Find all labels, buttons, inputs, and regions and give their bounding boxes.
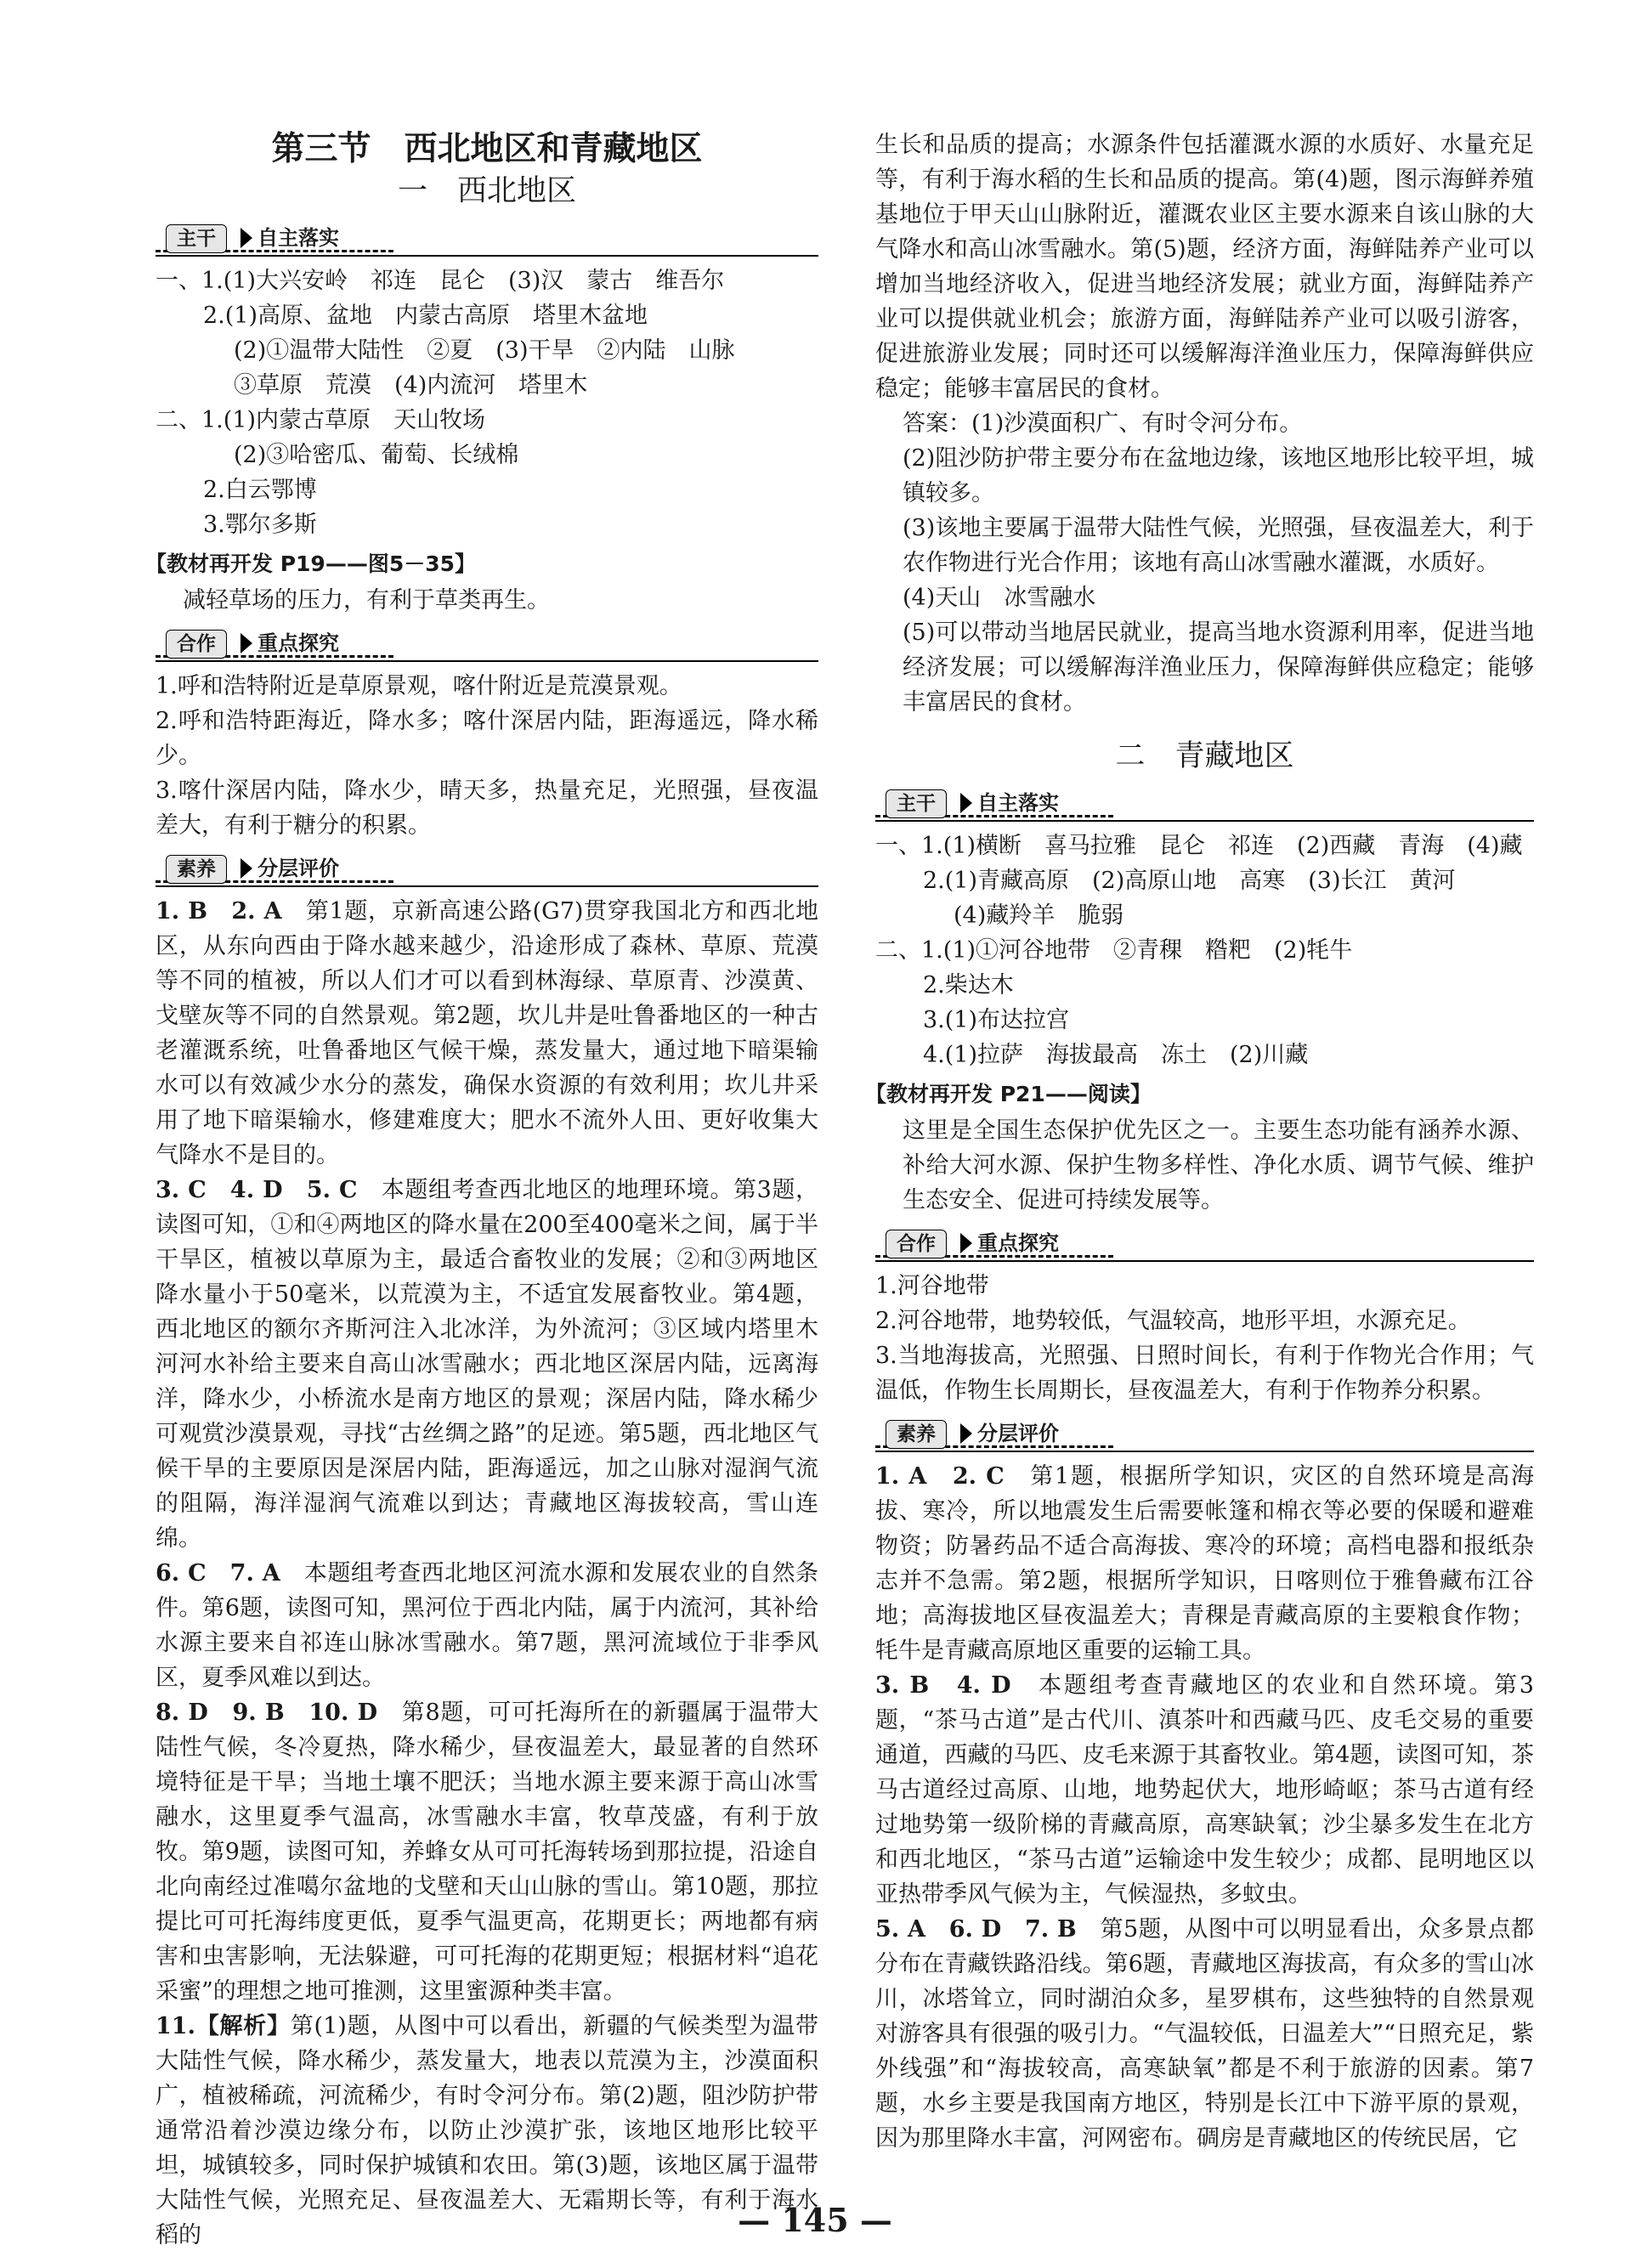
answer-line: 1.呼和浩特附近是草原景观，喀什附近是荒漠景观。 [156,673,682,699]
answer-key: 5. A 6. D 7. B [875,1916,1077,1943]
answer-line: 二、1.(1)内蒙古草原 天山牧场 [156,407,486,433]
answer-key: 3. B 4. D [875,1672,1011,1699]
continued-paragraph: 生长和品质的提高；水源条件包括灌溉水源的水质好、水量充足等，有利于海水稻的生长和品质的提高。第(4)题，图示海鲜养殖基地位于甲天山山脉附近，灌溉农业区主要水源来自该山脉的大气降水和高山冰雪融水。第(5)题，经济方面，海鲜陆养产业可以增加当地经济收入，促进当地经济发展；就业方面，海鲜陆养产业可以提供就业机会；旅游方面，海鲜陆养产业可以吸引游客，促进旅游业发展；同时还可以缓解海洋渔业压力，保障海鲜供应稳定；能够丰富居民的食材。 [875,132,1534,402]
arrow-icon [960,1233,972,1253]
answer-key: 11.【解析】 [156,2013,291,2039]
section-name: 分层评价 [977,1422,1059,1445]
answer-key: 8. D 9. B 10. D [156,1700,378,1726]
explanation-text: 本题组考查青藏地区的农业和自然环境。第3题，“茶马古道”是古代川、滇茶叶和西藏马匹、皮毛交易的重要通道，西藏的马匹、皮毛来源于其畜牧业。第4题，读图可知，茶马古道经过高原、山地，地势起伏大，地形崎岖；茶马古道有经过地势第一级阶梯的青藏高原，高寒缺氧；沙尘暴多发生在北方和西北地区，“茶马古道”运输途中发生较少；成都、昆明地区以亚热带季风气候为主，气候湿热，多蚊虫。 [875,1672,1534,1908]
section-header-fenceng [875,1417,1534,1452]
section-header-zhongdian [875,1226,1534,1262]
answer-key: 3. C 4. D 5. C [156,1177,358,1203]
explanation-text: 本题组考查西北地区的地理环境。第3题，读图可知，①和④两地区的降水量在200至400毫米之间，属于半干旱区，植被以草原为主，最适合畜牧业的发展；②和③两地区降水量小于50毫米，以荒漠为主，不适宜发展畜牧业。第4题，西北地区的额尔齐斯河注入北冰洋，为外流河；③区域内塔里木河河水补给主要来自高山冰雪融水；西北地区深居内陆，远离海洋，降水少，小桥流水是南方地区的景观；深居内陆，降水稀少可观赏沙漠景观，寻找“古丝绸之路”的足迹。第5题，西北地区气候干旱的主要原因是深居内陆，距海遥远，加之山脉对湿润气流的阻隔，海洋湿润气流难以到达；青藏地区海拔较高，雪山连绵。 [156,1177,818,1552]
answer-line: 2.呼和浩特距海近，降水多；喀什深居内陆，距海遥远，降水稀少。 [156,708,818,769]
explanation-paragraph [875,1912,1534,2156]
answer-line: 2.(1)青藏高原 (2)高原山地 高寒 (3)长江 黄河 [923,868,1456,894]
subtitle-northwest: 一 西北地区 [397,174,576,208]
arrow-icon [241,858,252,879]
answer-line: 答案：(1)沙漠面积广、有时令河分布。 [903,410,1303,437]
explanation-text: 第(1)题，从图中可以看出，新疆的气候类型为温带大陆性气候，降水稀少，蒸发量大，地表以荒漠为主，沙漠面积广，植被稀疏，河流稀少，有时令河分布。第(2)题，阻沙防护带通常沿着沙漠边缘分布，以防止沙漠扩张，该地区地形比较平坦，城镇较多，同时保护城镇和农田。第(3)题，该地区属于温带大陆性气候，光照充足、昼夜温差大、无霜期长等，有利于海水稻的 [156,2013,818,2248]
arrow-icon [960,1423,972,1444]
answer-line: 3.当地海拔高，光照强、日照时间长，有利于作物光合作用；气温低，作物生长周期长，昼夜温差大，有利于作物养分积累。 [875,1343,1534,1404]
answer-line: 3.(1)布达拉宫 [923,1007,1070,1033]
section-name: 自主落实 [258,226,339,250]
answer-line: 2.柴达木 [923,972,1014,998]
textbook-redevelop-text: 减轻草场的压力，有利于草类再生。 [183,587,550,614]
section-header-fenceng [156,851,818,887]
subtitle-qingzang: 二 青藏地区 [1115,739,1294,773]
textbook-redevelop-label: 【教材再开发 P21——阅读】 [865,1082,1152,1106]
explanation-paragraph [156,894,818,1173]
explanation-text: 第8题，可可托海所在的新疆属于温带大陆性气候，冬冷夏热，降水稀少，昼夜温差大，最显著的自然环境特征是干旱；当地土壤不肥沃；当地水源主要来源于高山冰雪融水，这里夏季气温高，冰雪融水丰富，牧草茂盛，有利于放牧。第9题，读图可知，养蜂女从可可托海转场到那拉提，沿途自北向南经过准噶尔盆地的戈壁和天山山脉的雪山。第10题，那拉提比可可托海纬度更低，夏季气温更高，花期更长；两地都有病害和虫害影响，无法躲避，可可托海的花期更短；根据材料“追花采蜜”的理想之地可推测，这里蜜源种类丰富。 [156,1700,818,2005]
answer-line: 1.河谷地带 [875,1273,989,1299]
page-number: — 145 — [738,2201,892,2239]
section-tag: 合作 [166,630,227,659]
answer-line: 3.鄂尔多斯 [203,512,317,538]
section-name: 重点探究 [258,631,339,655]
section-header-zizhu [875,786,1534,822]
explanation-paragraph [156,1695,818,2009]
answer-line: (4)藏羚羊 脆弱 [954,902,1124,929]
answer-line: (2)①温带大陆性 ②夏 (3)干旱 ②内陆 山脉 [234,337,735,364]
answer-key: 1. A 2. C [875,1463,1005,1490]
answer-line: 4.(1)拉萨 海拔最高 冻土 (2)川藏 [923,1042,1309,1068]
answer-line: (4)天山 冰雪融水 [903,585,1096,611]
answer-line: (5)可以带动当地居民就业，提高当地水资源利用率，促进当地经济发展；可以缓解海洋渔业压力，保障海鲜供应稳定；能够丰富居民的食材。 [903,619,1534,715]
right-column [865,127,1534,2156]
answer-line: 3.喀什深居内陆，降水少，晴天多，热量充足，光照强，昼夜温差大，有利于糖分的积累。 [156,778,818,839]
explanation-text: 第5题，从图中可以明显看出，众多景点都分布在青藏铁路沿线。第6题，青藏地区海拔高，有众多的雪山冰川，冰塔耸立，同时湖泊众多，星罗棋布，这些独特的自然景观对游客具有很强的吸引力。“气温较低，日温差大”“日照充足，紫外线强”和“海拔较高，高寒缺氧”都是不利于旅游的因素。第7题，水乡主要是我国南方地区，特别是长江中下游平原的景观，因为那里降水丰富，河网密布。碉房是青藏地区的传统民居，它 [875,1916,1534,2152]
answer-line: 2.(1)高原、盆地 内蒙古高原 塔里木盆地 [203,303,648,329]
section-tag: 合作 [886,1230,947,1258]
answer-line: (2)③哈密瓜、葡萄、长绒棉 [234,442,519,468]
section-tag: 素养 [166,855,227,884]
section-name: 自主落实 [977,791,1059,815]
explanation-paragraph [875,1668,1534,1912]
answer-line: (2)阻沙防护带主要分布在盆地边缘，该地区地形比较平坦，城镇较多。 [903,445,1534,506]
section-name: 分层评价 [258,857,339,880]
explanation-paragraph [875,1459,1534,1668]
arrow-icon [960,793,972,813]
explanation-paragraph [156,1173,818,1556]
explanation-text: 本题组考查西北地区河流水源和发展农业的自然条件。第6题，读图可知，黑河位于西北内陆，属于内流河，其补给水源主要来自祁连山脉冰雪融水。第7题，黑河流域位于非季风区，夏季风难以到达。 [156,1560,818,1691]
answer-line: (3)该地主要属于温带大陆性气候，光照强，昼夜温差大，利于农作物进行光合作用；该地有高山冰雪融水灌溉，水质好。 [903,515,1534,576]
answer-line: 一、1.(1)大兴安岭 祁连 昆仑 (3)汉 蒙古 维吾尔 [156,268,725,294]
section-header-zhongdian [156,626,818,662]
explanation-text: 第1题，根据所学知识，灾区的自然环境是高海拔、寒冷，所以地震发生后需要帐篷和棉衣等必要的保暖和避难物资；防暑药品不适合高海拔、寒冷的环境；高档电器和报纸杂志并不急需。第2题，根据所学知识，日喀则位于雅鲁藏布江谷地；高海拔地区昼夜温差大；青稞是青藏高原的主要粮食作物；牦牛是青藏高原地区重要的运输工具。 [875,1463,1534,1664]
section-tag: 主干 [166,224,227,253]
section-header-zizhu [156,221,818,257]
answer-line: 一、1.(1)横断 喜马拉雅 昆仑 祁连 (2)西藏 青海 (4)藏 [875,833,1523,859]
section-tag: 主干 [886,789,947,818]
textbook-redevelop-text: 这里是全国生态保护优先区之一。主要生态功能有涵养水源、补给大河水源、保护生物多样性、净化水质、调节气候、维护生态安全、促进可持续发展等。 [903,1117,1534,1213]
answer-line: 2.河谷地带，地势较低，气温较高，地形平坦，水源充足。 [875,1308,1471,1334]
section-name: 重点探究 [977,1231,1059,1255]
explanation-paragraph [156,1556,818,1695]
arrow-icon [241,633,252,653]
textbook-redevelop-label: 【教材再开发 P19——图5－35】 [145,551,477,576]
arrow-icon [241,228,252,248]
answer-key: 6. C 7. A [156,1560,280,1586]
section-tag: 素养 [886,1420,947,1449]
answer-key: 1. B 2. A [156,898,282,925]
answer-line: 2.白云鄂博 [203,477,317,503]
answer-line: ③草原 荒漠 (4)内流河 塔里木 [234,372,588,399]
answer-line: 二、1.(1)①河谷地带 ②青稞 糌粑 (2)牦牛 [875,937,1353,964]
explanation-text: 第1题，京新高速公路(G7)贯穿我国北方和西北地区，从东向西由于降水越来越少，沿途形成了森林、草原、荒漠等不同的植被，所以人们才可以看到林海绿、草原青、沙漠黄、戈壁灰等不同的自然景观。第2题，坎儿井是吐鲁番地区的一种古老灌溉系统，吐鲁番地区气候干燥，蒸发量大，通过地下暗渠输水可以有效减少水分的蒸发，确保水资源的有效利用；坎儿井采用了地下暗渠输水，修建难度大；肥水不流外人田、更好收集大气降水不是目的。 [156,898,818,1168]
page-title: 第三节 西北地区和青藏地区 [271,129,703,168]
left-column [145,127,818,2253]
